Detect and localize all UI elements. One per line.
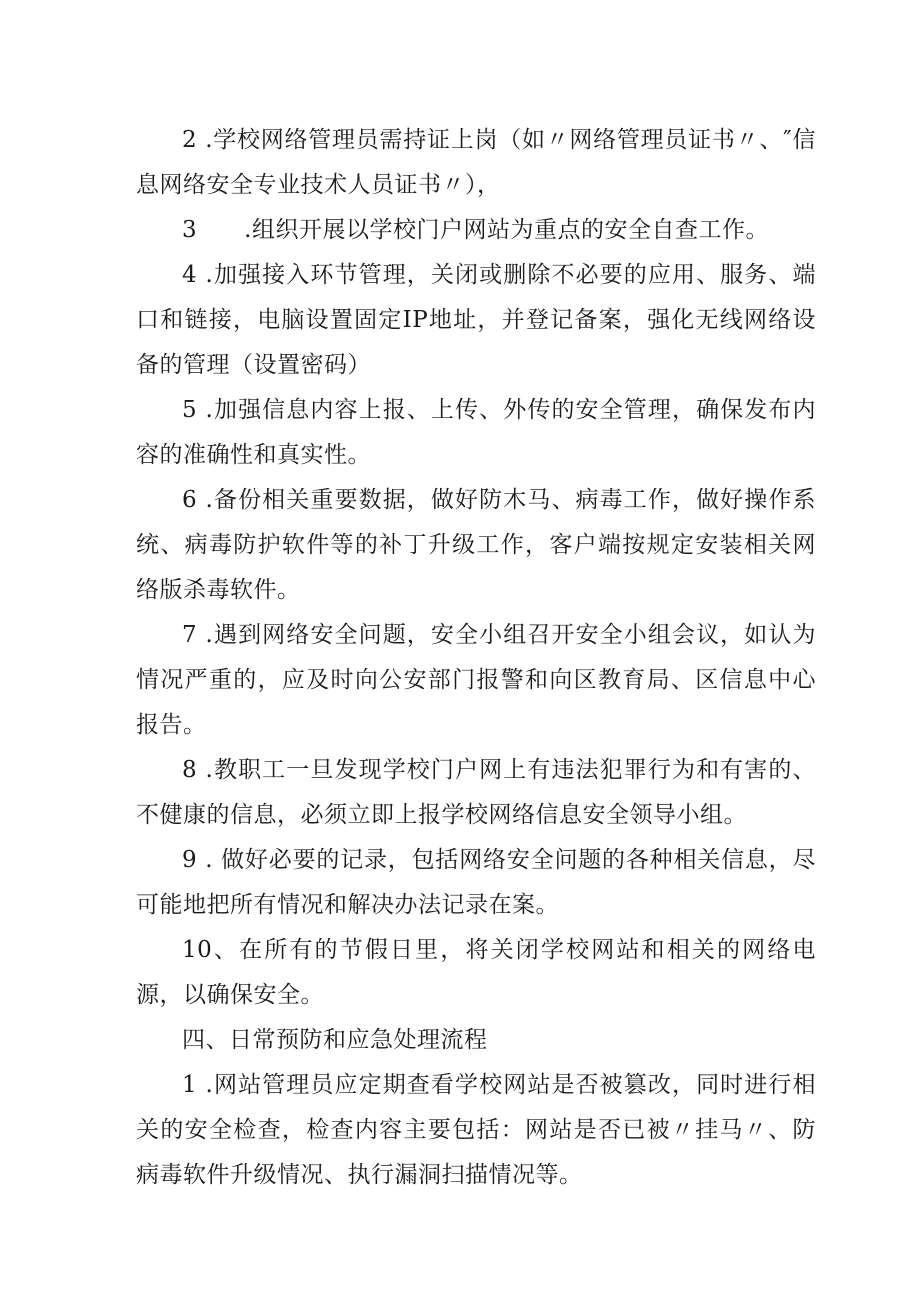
paragraph-item-10: 10、在所有的节假日里，将关闭学校网站和相关的网络电源，以确保安全。 [136,937,816,1008]
paragraph-item-3: 3 .组织开展以学校门户网站为重点的安全自查工作。 [182,217,769,243]
paragraph-item-2: 2 .学校网络管理员需持证上岗（如〃网络管理员证书〃、″信息网络安全专业技术人员证书〃）， [136,127,816,198]
document-body [136,118,816,1198]
paragraph-item-7: 7 .遇到网络安全问题，安全小组召开安全小组会议，如认为情况严重的，应及时向公安部门报警和向区教育局、区信息中心报告。 [136,622,816,738]
paragraph-item-9: 9 . 做好必要的记录，包括网络安全问题的各种相关信息，尽可能地把所有情况和解决办法记录在案。 [136,847,816,918]
paragraph-item-4: 4 .加强接入环节管理，关闭或删除不必要的应用、服务、端口和链接，电脑设置固定IP地址，并登记备案，强化无线网络设备的管理（设置密码） [136,262,816,378]
paragraph-item-5: 5 .加强信息内容上报、上传、外传的安全管理，确保发布内容的准确性和真实性。 [136,397,816,468]
paragraph-item-6: 6 .备份相关重要数据，做好防木马、病毒工作，做好操作系统、病毒防护软件等的补丁升级工作，客户端按规定安装相关网络版杀毒软件。 [136,487,816,603]
paragraph-item-section4-1: 1 .网站管理员应定期查看学校网站是否被篡改，同时进行相关的安全检查，检查内容主要包括：网站是否已被〃挂马〃、防病毒软件升级情况、执行漏洞扫描情况等。 [136,1072,816,1188]
section-heading: 四、日常预防和应急处理流程 [182,1027,488,1053]
paragraph-item-8: 8 .教职工一旦发现学校门户网上有违法犯罪行为和有害的、不健康的信息，必须立即上报学校网络信息安全领导小组。 [136,757,816,828]
